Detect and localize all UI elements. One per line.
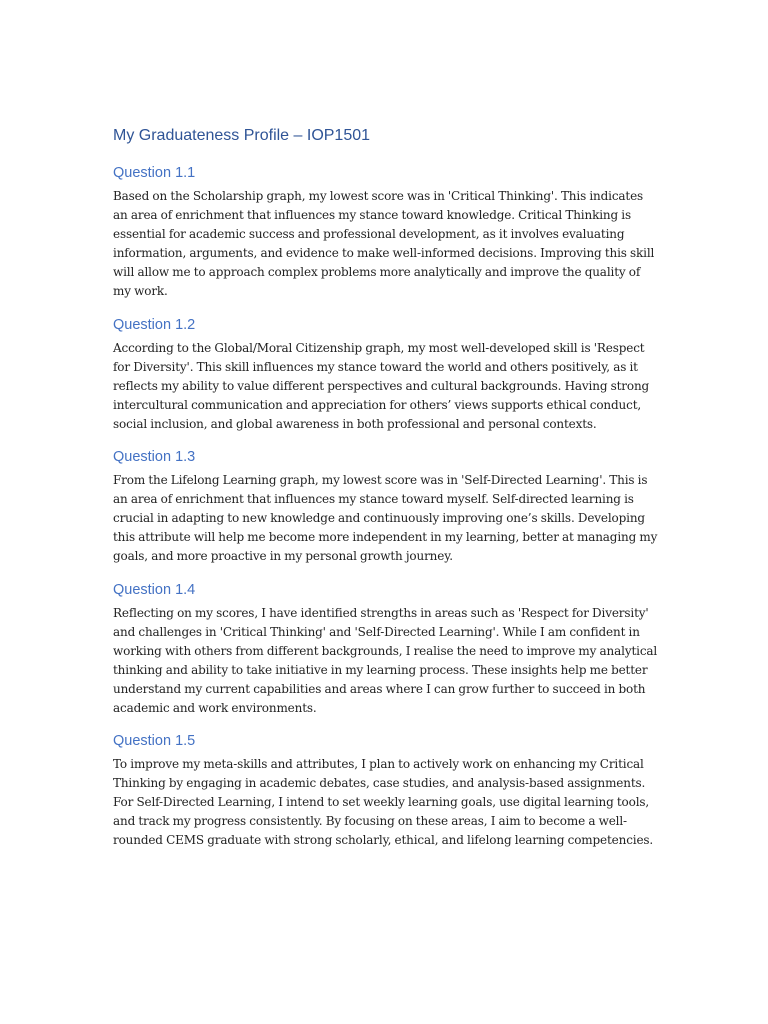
document-title: My Graduateness Profile – IOP1501 [113,127,371,144]
question-answer: Reflecting on my scores, I have identified strengths in areas such as 'Respect for Diversity' and challenges in 'Critical Thinking' and 'Self-Directed Learning'. While I am confident in working with others from different backgrounds, I realise the need to improve my analytical thinking and ability to take initiative in my learning process. These insights help me better understand my current capabilities and areas where I can grow further to succeed in both academic and work environments. [113,605,658,715]
document-page [113,124,658,864]
question-section [113,580,658,719]
question-answer: Based on the Scholarship graph, my lowest score was in 'Critical Thinking'. This indicates an area of enrichment that influences my stance toward knowledge. Critical Thinking is essential for academic success and professional development, as it involves evaluating information, arguments, and evidence to make well-informed decisions. Improving this skill will allow me to approach complex problems more analytically and improve the quality of my work. [113,189,655,299]
question-section [113,731,658,850]
question-answer: According to the Global/Moral Citizenship graph, my most well-developed skill is 'Respect for Diversity'. This skill influences my stance toward the world and others positively, as it reflects my ability to value different perspectives and cultural backgrounds. Having strong intercultural communication and appreciation for others’ views supports ethical conduct, social inclusion, and global awareness in both professional and personal contexts. [113,340,650,431]
question-section [113,163,658,302]
question-section [113,447,658,566]
question-heading: Question 1.2 [113,316,196,333]
question-answer: From the Lifelong Learning graph, my lowest score was in 'Self-Directed Learning'. This is an area of enrichment that influences my stance toward myself. Self-directed learning is crucial in adapting to new knowledge and continuously improving one’s skills. Developing this attribute will help me become more independent in my learning, better at managing my goals, and more proactive in my personal growth journey. [113,473,658,564]
question-section [113,315,658,434]
question-heading: Question 1.4 [113,581,196,598]
question-heading: Question 1.5 [113,733,196,750]
question-answer: To improve my meta-skills and attributes, I plan to actively work on enhancing my Critical Thinking by engaging in academic debates, case studies, and analysis-based assignments. For Self-Directed Learning, I intend to set weekly learning goals, use digital learning tools, and track my progress consistently. By focusing on these areas, I aim to become a well-rounded CEMS graduate with strong scholarly, ethical, and lifelong learning competencies. [113,757,654,848]
question-heading: Question 1.1 [113,165,196,181]
question-heading: Question 1.3 [113,449,196,466]
